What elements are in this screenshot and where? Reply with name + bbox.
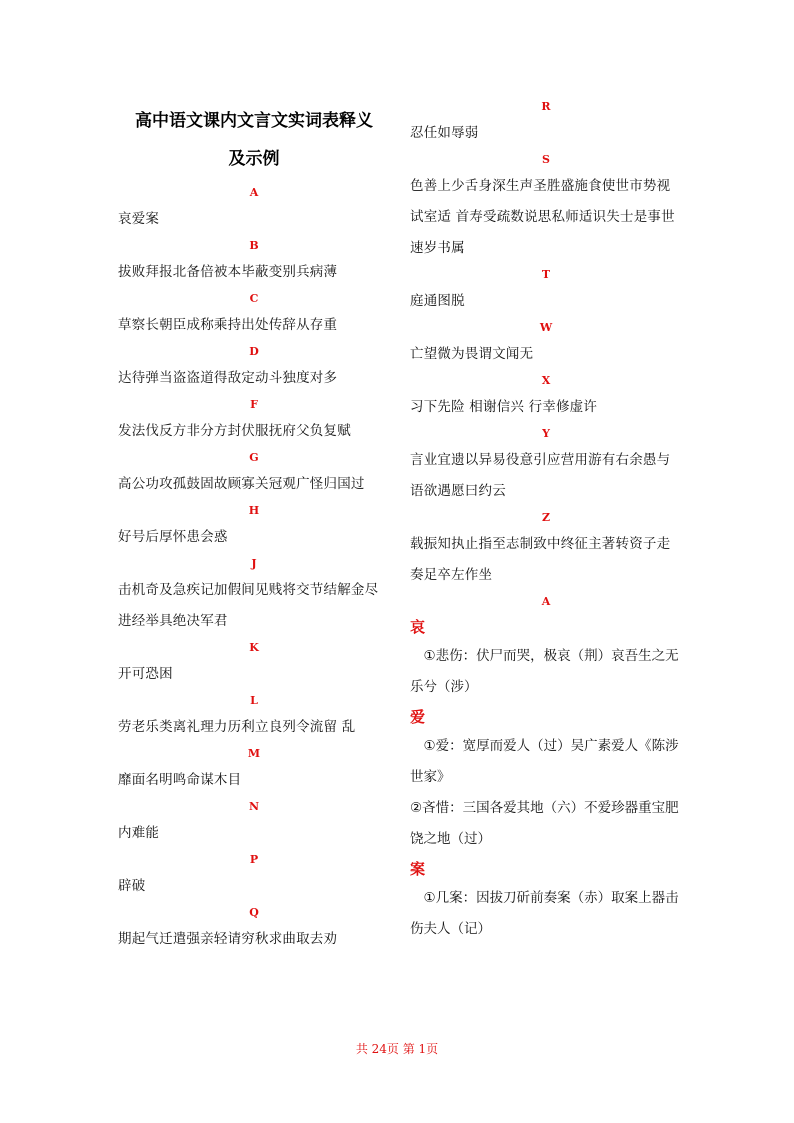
index-group [118, 182, 390, 235]
index-group [118, 553, 390, 637]
index-letter: H [248, 504, 260, 517]
index-letter: X [541, 374, 551, 387]
index-letter: F [250, 398, 258, 411]
right-column [410, 96, 682, 945]
index-characters: 庭通图脱 [410, 293, 465, 309]
index-group [118, 743, 390, 796]
index-characters: 击机奇及急疾记加假间见贱将交节结解金尽进经举具绝决军君 [118, 582, 379, 629]
index-letter: P [249, 853, 259, 866]
index-letter: D [249, 345, 259, 358]
page-title: 高中语文课内文言文实词表释义 [135, 111, 373, 131]
index-characters: 草察长朝臣成称乘持出处传辞从存重 [118, 317, 338, 333]
index-group [118, 394, 390, 447]
index-letter: K [249, 641, 259, 654]
index-group [410, 264, 682, 317]
entry-headword: 案 [410, 860, 426, 878]
index-group [410, 317, 682, 370]
index-letter: G [249, 451, 259, 464]
entries-section-letter: A [541, 595, 551, 608]
index-characters: 拔败拜报北备倍被本毕蔽变别兵病薄 [118, 264, 338, 280]
index-letter: Q [249, 906, 259, 919]
page-subtitle: 及示例 [228, 149, 280, 169]
index-letter: R [541, 100, 551, 113]
index-group [118, 796, 390, 849]
index-letter: N [248, 800, 260, 813]
index-letter: W [539, 321, 553, 334]
index-letter: T [541, 268, 551, 281]
entry-definition: ②吝惜：三国各爱其地（六）不爱珍器重宝肥饶之地（过） [410, 800, 679, 847]
index-group [410, 149, 682, 264]
entry-headword: 爱 [410, 708, 426, 726]
index-characters: 靡面名明鸣命谋木目 [118, 772, 242, 788]
index-group [410, 96, 682, 149]
index-group [118, 341, 390, 394]
page-footer: 共 24页 第 1页 [355, 1042, 439, 1056]
index-letter: Y [542, 427, 550, 440]
dictionary-entry [410, 703, 682, 855]
index-group [118, 235, 390, 288]
index-characters: 忍任如辱弱 [410, 125, 479, 141]
index-characters: 习下先险 相谢信兴 行幸修虚许 [410, 399, 598, 415]
index-characters: 色善上少舌身深生声圣胜盛施食使世市势视试室适 首寿受疏数说思私师适识失士是事世速岁书属 [410, 178, 675, 256]
index-letter: M [247, 747, 261, 760]
index-characters: 载振知执止指至志制致中终征主著转资子走奏足卒左作坐 [410, 536, 671, 583]
entry-definition: ①爱：宽厚而爱人（过）吴广素爱人《陈涉世家》 [410, 738, 679, 785]
index-letter: S [542, 153, 550, 166]
dictionary-entry [410, 855, 682, 945]
index-characters: 劳老乐类离礼理力历利立良列令流留 乱 [118, 719, 356, 735]
index-group [118, 447, 390, 500]
index-letter: A [249, 186, 259, 199]
index-group [118, 500, 390, 553]
index-group [410, 507, 682, 591]
index-characters: 辟破 [118, 878, 146, 894]
index-group [118, 690, 390, 743]
index-characters: 哀爱案 [118, 211, 160, 227]
entry-headword: 哀 [410, 618, 426, 636]
index-characters: 好号后厚怀患会惑 [118, 529, 228, 545]
index-letter: J [251, 557, 257, 570]
entry-definition: ①几案：因拔刀斫前奏案（赤）取案上器击伤夫人（记） [410, 890, 679, 937]
index-characters: 开可恐困 [118, 666, 173, 682]
index-group [410, 423, 682, 507]
index-letter: B [249, 239, 259, 252]
index-characters: 发法伐反方非分方封伏服抚府父负复赋 [118, 423, 351, 439]
index-letter: L [250, 694, 258, 707]
index-characters: 高公功攻孤鼓固故顾寡关冠观广怪归国过 [118, 476, 365, 492]
index-characters: 期起气迁遣强亲轻请穷秋求曲取去劝 [118, 931, 338, 947]
index-letter: C [249, 292, 259, 305]
index-group [410, 370, 682, 423]
index-group [118, 637, 390, 690]
left-column [118, 96, 390, 955]
index-characters: 言业宜遗以异易役意引应营用游有右余愚与语欲遇愿曰约云 [410, 452, 671, 499]
entry-definition: ①悲伤：伏尸而哭，极哀（荆）哀吾生之无乐兮（涉） [410, 648, 679, 695]
index-characters: 达待弹当盗盗道得敌定动斗独度对多 [118, 370, 338, 386]
dictionary-entry [410, 613, 682, 703]
index-group [118, 288, 390, 341]
index-characters: 亡望微为畏谓文闻无 [410, 346, 534, 362]
index-characters: 内难能 [118, 825, 160, 841]
index-group [118, 902, 390, 955]
index-group [118, 849, 390, 902]
index-letter: Z [541, 511, 551, 524]
